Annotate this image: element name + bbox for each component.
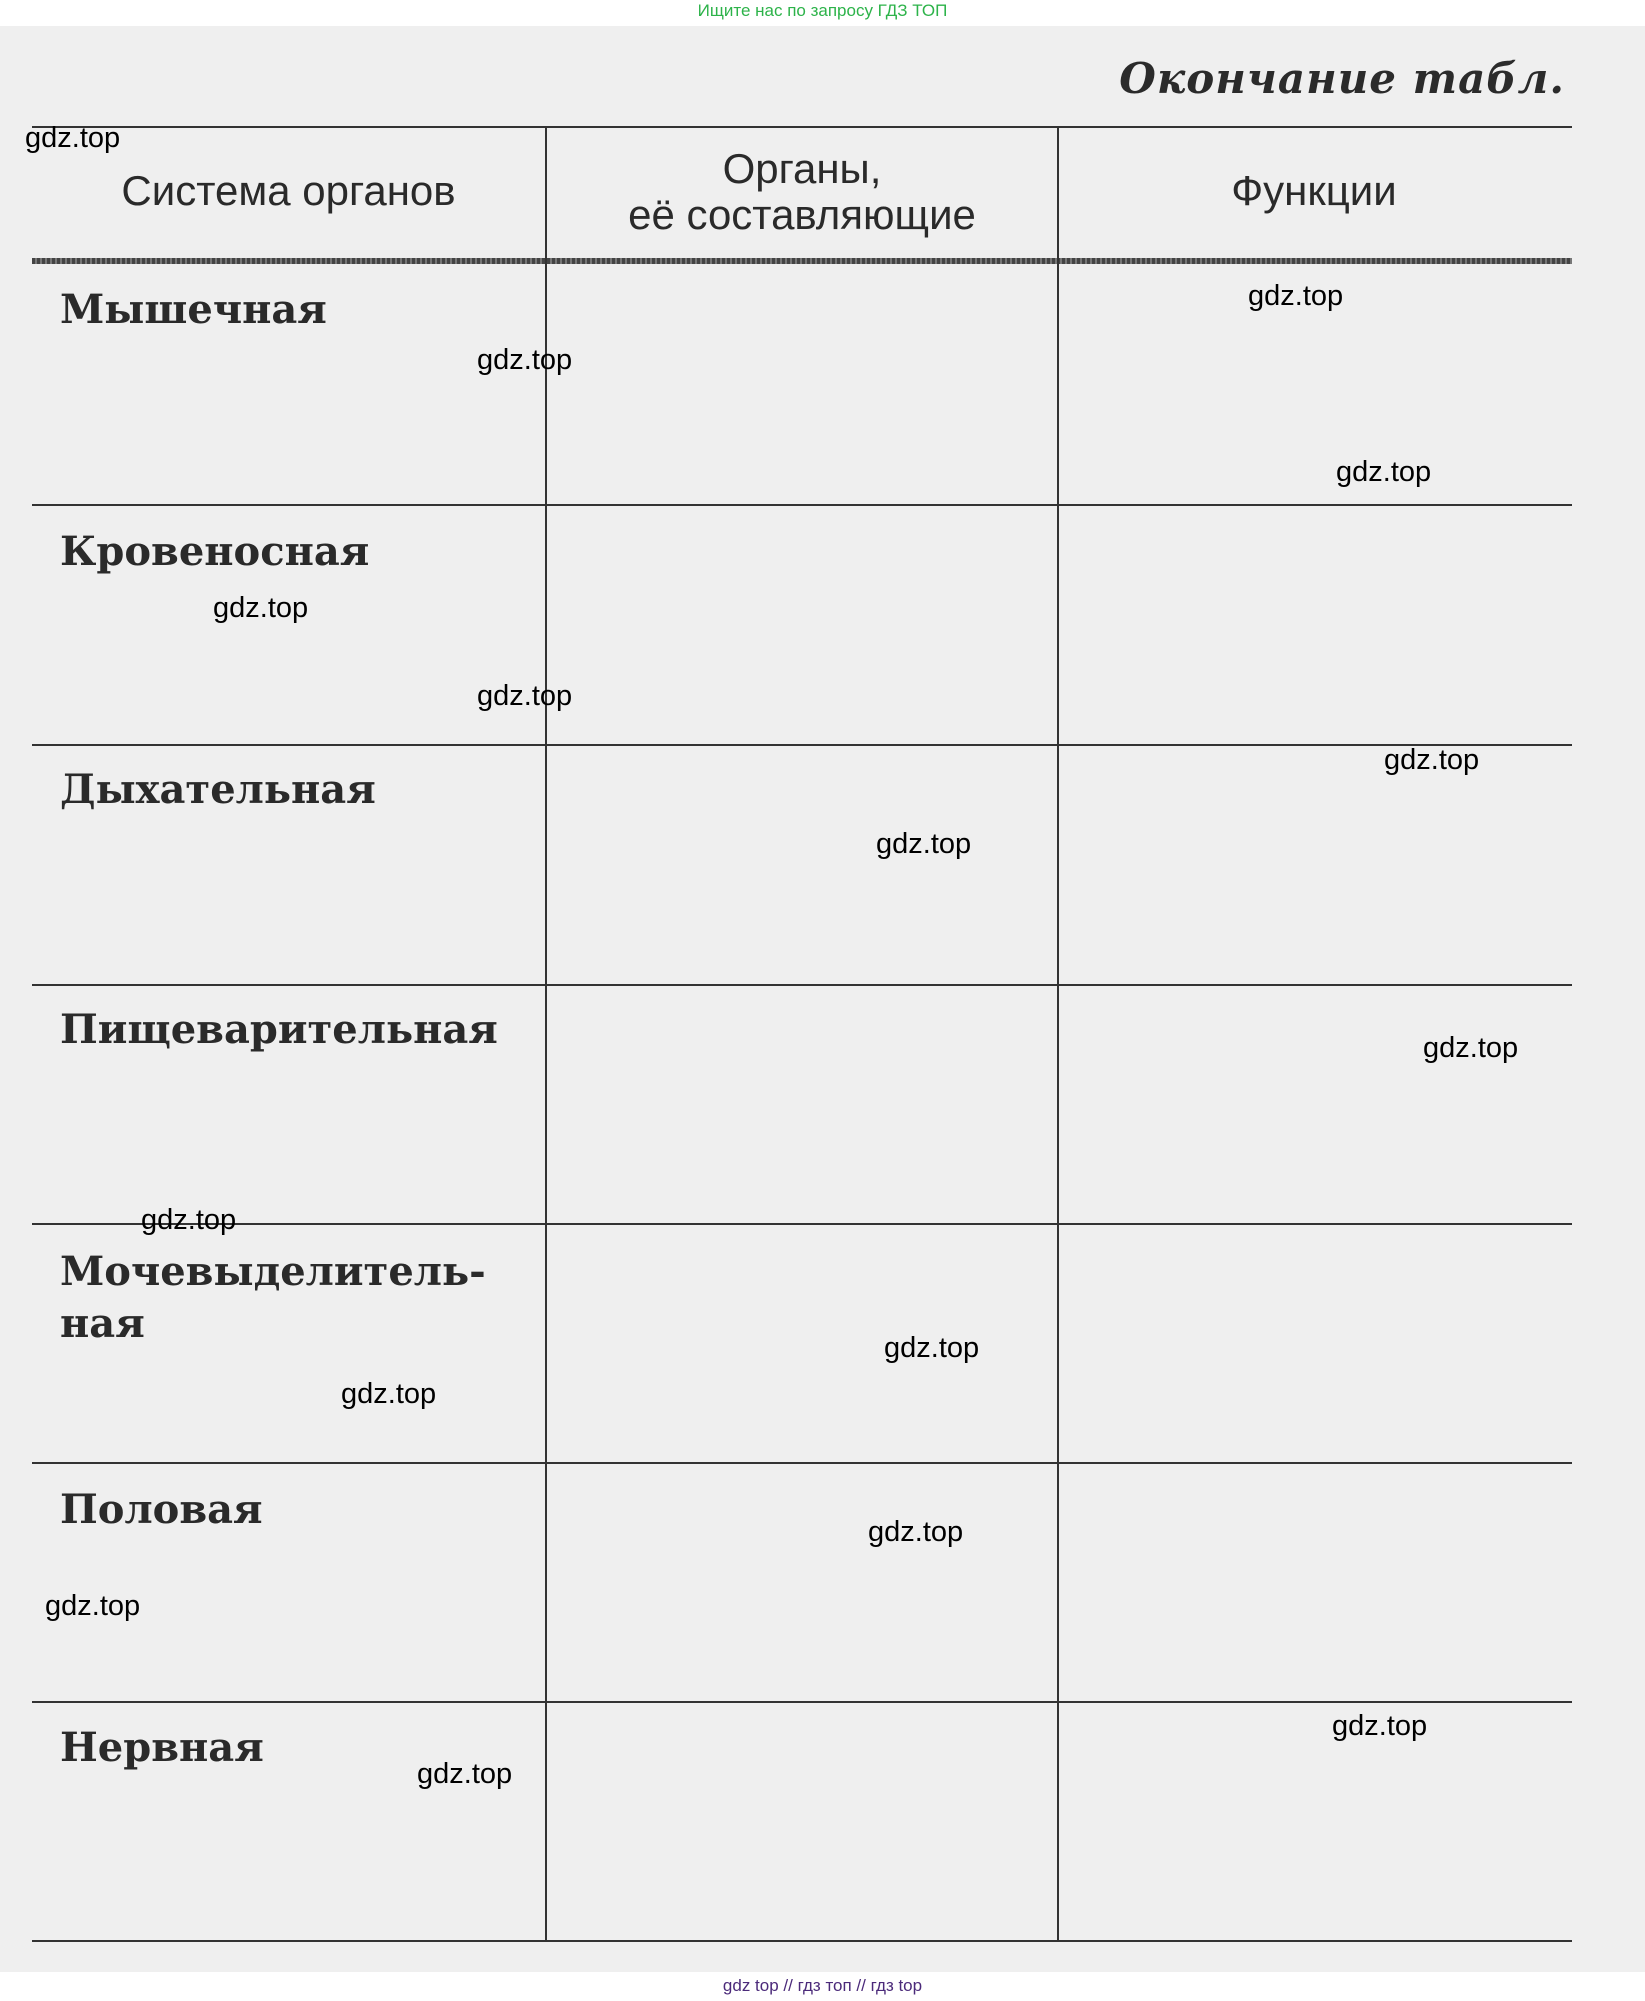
watermark: gdz.top bbox=[477, 344, 573, 376]
watermark: gdz.top bbox=[1332, 1710, 1428, 1742]
watermark: gdz.top bbox=[213, 592, 309, 624]
watermark: gdz.top bbox=[876, 828, 972, 860]
row-label-text: Кровеносная bbox=[60, 528, 370, 575]
row-label-respiratory bbox=[60, 764, 530, 816]
row-label-digestive bbox=[60, 1004, 530, 1056]
header-system: Система органов bbox=[121, 167, 456, 214]
bottom-banner[interactable]: gdz top // гдз топ // гдз top bbox=[722, 1976, 923, 1995]
watermark: gdz.top bbox=[1423, 1032, 1519, 1064]
row-divider bbox=[32, 1223, 1572, 1225]
worksheet-scan bbox=[0, 26, 1645, 1972]
table-bottom-rule bbox=[32, 1940, 1572, 1942]
watermark: gdz.top bbox=[141, 1204, 237, 1236]
watermark: gdz.top bbox=[45, 1590, 141, 1622]
row-label-text: Половая bbox=[60, 1486, 263, 1533]
table-top-rule bbox=[32, 126, 1572, 128]
header-organs-line1: Органы, bbox=[722, 145, 882, 192]
row-label-circulatory bbox=[60, 526, 530, 578]
row-label-text: Мочевыделитель- bbox=[60, 1248, 486, 1295]
row-label-text: Нервная bbox=[60, 1724, 264, 1771]
watermark: gdz.top bbox=[884, 1332, 980, 1364]
watermark: gdz.top bbox=[477, 680, 573, 712]
watermark: gdz.top bbox=[1248, 280, 1344, 312]
row-label-urinary bbox=[60, 1246, 530, 1350]
watermark: gdz.top bbox=[341, 1378, 437, 1410]
row-divider bbox=[32, 1701, 1572, 1703]
row-divider bbox=[32, 1462, 1572, 1464]
row-label-text: Дыхательная bbox=[60, 766, 376, 813]
row-label-reproductive bbox=[60, 1484, 530, 1536]
header-organs-line2: её составляющие bbox=[628, 191, 976, 238]
column-divider bbox=[545, 126, 547, 1942]
row-divider bbox=[32, 744, 1572, 746]
table-caption: Окончание табл. bbox=[1119, 54, 1565, 103]
row-label-muscular bbox=[60, 284, 530, 336]
watermark: gdz.top bbox=[1336, 456, 1432, 488]
row-label-text: Мышечная bbox=[60, 286, 327, 333]
top-banner[interactable]: Ищите нас по запросу ГДЗ ТОП bbox=[697, 1, 948, 20]
row-label-text: ная bbox=[60, 1300, 145, 1347]
column-divider bbox=[1057, 126, 1059, 1942]
watermark: gdz.top bbox=[25, 122, 121, 154]
watermark: gdz.top bbox=[868, 1516, 964, 1548]
header-organs bbox=[547, 146, 1057, 238]
header-bottom-rule bbox=[32, 258, 1572, 264]
row-label-text: Пищеварительная bbox=[60, 1006, 498, 1053]
watermark: gdz.top bbox=[1384, 744, 1480, 776]
header-functions: Функции bbox=[1231, 167, 1397, 214]
row-divider bbox=[32, 984, 1572, 986]
watermark: gdz.top bbox=[417, 1758, 513, 1790]
row-divider bbox=[32, 504, 1572, 506]
